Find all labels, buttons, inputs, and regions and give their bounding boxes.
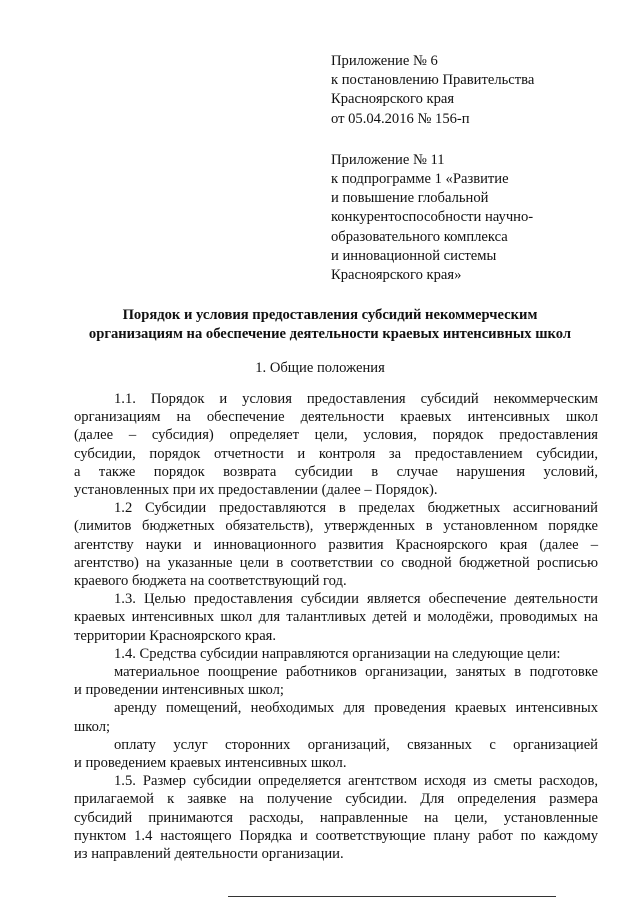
body-line: 1.3. Целью предоставления субсидии является обеспечение деятельности <box>114 591 598 608</box>
appendix-6-line: к постановлению Правительства <box>331 72 535 89</box>
body-line: (лимитов бюджетных обязательств), утвержденных в установленном порядке <box>74 518 598 535</box>
body-line: аренду помещений, необходимых для проведения краевых интенсивных <box>114 700 598 717</box>
appendix-11-line: и повышение глобальной <box>331 190 489 207</box>
title-line: организациям на обеспечение деятельности краевых интенсивных школ <box>88 325 572 342</box>
appendix-6-line: от 05.04.2016 № 156-п <box>331 110 470 127</box>
body-line: оплату услуг сторонних организаций, связанных с организацией <box>114 736 598 753</box>
body-line: 1.1. Порядок и условия предоставления субсидий некоммерческим <box>114 391 598 407</box>
body-line: (далее – субсидия) определяет цели, условия, порядок предоставления <box>74 427 598 444</box>
body-line: материальное поощрение работников организации, занятых в подготовке <box>114 664 598 681</box>
body-line: и проведением краевых интенсивных школ. <box>74 755 347 772</box>
body-line: установленных при их предоставлении (далее – Порядок). <box>74 482 438 499</box>
body-line: краевых интенсивных школ для талантливых детей и молодёжи, проводимых на <box>74 609 598 626</box>
body-line: территории Красноярского края. <box>74 627 277 644</box>
body-line: школ; <box>74 718 111 735</box>
body-line: агентство) на указанные цели в соответствии со сводной бюджетной росписью <box>74 554 598 571</box>
body-line: а также порядок возврата субсидии в случае нарушения условий, <box>74 463 598 480</box>
appendix-11-line: и инновационной системы <box>331 247 497 264</box>
body-line: краевого бюджета на соответствующий год. <box>74 573 347 590</box>
body-text <box>74 390 598 863</box>
body-line: и проведении интенсивных школ; <box>74 682 284 699</box>
body-line: из направлений деятельности организации. <box>74 846 344 863</box>
footer-rule <box>228 896 556 897</box>
appendix-11-line: образовательного комплекса <box>331 228 508 245</box>
appendix-11-line: Приложение № 11 <box>331 151 445 168</box>
appendix-11-line: Красноярского края» <box>331 267 462 284</box>
body-line: 1.2 Субсидии предоставляются в пределах бюджетных ассигнований <box>114 500 598 517</box>
appendix-header <box>331 52 591 285</box>
body-line: организациям на обеспечение деятельности краевых интенсивных школ <box>74 409 598 426</box>
section-heading: 1. Общие положения <box>255 360 385 376</box>
title-line: Порядок и условия предоставления субсидий некоммерческим <box>122 307 538 323</box>
body-line: 1.4. Средства субсидии направляются организации на следующие цели: <box>114 645 561 662</box>
body-line: 1.5. Размер субсидии определяется агентством исходя из сметы расходов, <box>114 773 598 790</box>
header-gap <box>331 129 591 151</box>
document-title <box>60 306 600 343</box>
appendix-11-line: к подпрограмме 1 «Развитие <box>331 171 509 188</box>
appendix-6-line: Красноярского края <box>331 91 455 108</box>
body-line: пунктом 1.4 настоящего Порядка и соответствующие плану работ по каждому <box>74 827 598 844</box>
body-line: агентству науки и инновационного развития Красноярского края (далее – <box>74 536 598 553</box>
appendix-11-line: конкурентоспособности научно- <box>331 209 534 226</box>
body-line: субсидий принимаются расходы, направленные на цели, установленные <box>74 809 598 826</box>
body-line: прилагаемой к заявке на получение субсидии. Для определения размера <box>74 791 598 808</box>
body-line: субсидии, порядок отчетности и контроля за предоставлением субсидии, <box>74 445 598 462</box>
appendix-6-line: Приложение № 6 <box>331 53 438 69</box>
